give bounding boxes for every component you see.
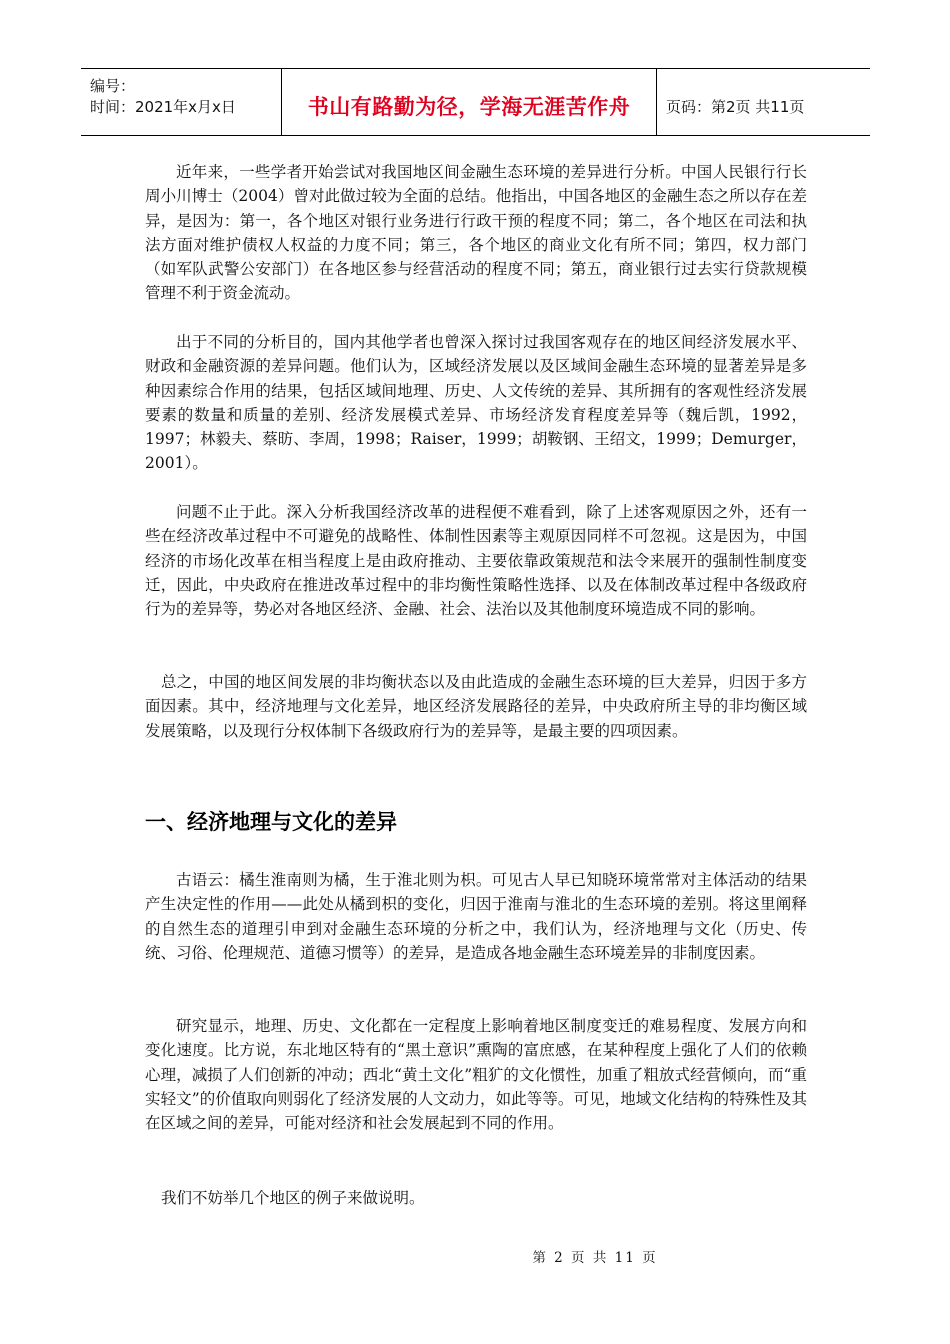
document-code-label: 编号： — [90, 77, 136, 95]
section-heading: 一、经济地理与文化的差异 — [145, 810, 397, 834]
body-upper — [145, 160, 807, 743]
header-motto: 书山有路勤为径，学海无涯苦作舟 — [307, 95, 631, 119]
footer-page-number: 第 2 页 共 11 页 — [532, 1250, 658, 1266]
page-header — [81, 68, 870, 136]
paragraph-1: 近年来，一些学者开始尝试对我国地区间金融生态环境的差异进行分析。中国人民银行行长周小川博士（2004）曾对此做过较为全面的总结。他指出，中国各地区的金融生态之所以存在差异，是因为：第一，各个地区对银行业务进行行政干预的程度不同；第二，各个地区在司法和执法方面对维护债权人权益的力度不同；第三，各个地区的商业文化有所不同；第四，权力部门（如军队武警公安部门）在各地区参与经营活动的程度不同；第五，商业银行过去实行贷款规模管理不利于资金流动。 — [145, 163, 807, 303]
header-page-number: 页码：第2页 共11页 — [666, 98, 805, 116]
document-time-label: 时间：2021年x月x日 — [90, 98, 236, 116]
header-page-cell — [657, 69, 870, 135]
page-footer — [0, 1246, 950, 1266]
header-motto-cell — [282, 69, 657, 135]
paragraph-4: 总之，中国的地区间发展的非均衡状态以及由此造成的金融生态环境的巨大差异，归因于多方面因素。其中，经济地理与文化差异，地区经济发展路径的差异，中央政府所主导的非均衡区域发展策略，以及现行分权体制下各级政府行为的差异等，是最主要的四项因素。 — [145, 673, 807, 740]
paragraph-2: 出于不同的分析目的，国内其他学者也曾深入探讨过我国客观存在的地区间经济发展水平、财政和金融资源的差异问题。他们认为，区域经济发展以及区域间金融生态环境的显著差异是多种因素综合作用的结果，包括区域间地理、历史、人文传统的差异、其所拥有的客观性经济发展要素的数量和质量的差别、经济发展模式差异、市场经济发育程度差异等（魏后凯，1992，1997；林毅夫、蔡昉、李周，1998；Raiser，1999；胡鞍钢、王绍文，1999；Demurger，2001）。 — [145, 333, 807, 473]
header-info-cell — [81, 69, 282, 135]
paragraph-7: 我们不妨举几个地区的例子来做说明。 — [161, 1189, 425, 1207]
body-lower — [145, 868, 807, 1210]
paragraph-6: 研究显示，地理、历史、文化都在一定程度上影响着地区制度变迁的难易程度、发展方向和变化速度。比方说，东北地区特有的“黑土意识”熏陶的富庶感，在某种程度上强化了人们的依赖心理，减损了人们创新的冲动；西北“黄土文化”粗犷的文化惯性，加重了粗放式经营倾向，而“重实轻文”的价值取向则弱化了经济发展的人文动力，如此等等。可见，地域文化结构的特殊性及其在区域之间的差异，可能对经济和社会发展起到不同的作用。 — [145, 1017, 807, 1133]
paragraph-3: 问题不止于此。深入分析我国经济改革的进程便不难看到，除了上述客观原因之外，还有一些在经济改革过程中不可避免的战略性、体制性因素等主观原因同样不可忽视。这是因为，中国经济的市场化改革在相当程度上是由政府推动、主要依靠政策规范和法令来展开的强制性制度变迁，因此，中央政府在推进改革过程中的非均衡性策略性选择、以及在体制改革过程中各级政府行为的差异等，势必对各地区经济、金融、社会、法治以及其他制度环境造成不同的影响。 — [145, 503, 807, 619]
paragraph-5: 古语云：橘生淮南则为橘，生于淮北则为枳。可见古人早已知晓环境常常对主体活动的结果产生决定性的作用——此处从橘到枳的变化，归因于淮南与淮北的生态环境的差别。将这里阐释的自然生态的道理引申到对金融生态环境的分析之中，我们认为，经济地理与文化（历史、传统、习俗、伦理规范、道德习惯等）的差异，是造成各地金融生态环境差异的非制度因素。 — [145, 871, 807, 962]
